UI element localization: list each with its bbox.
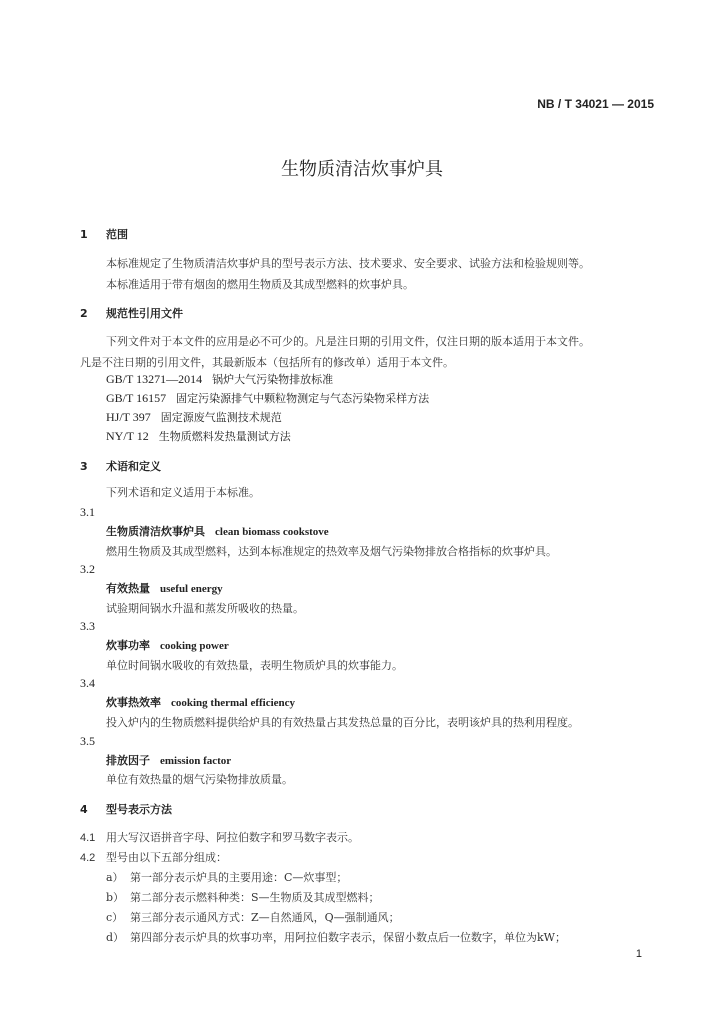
reference-code: GB/T 16157 [106,391,167,405]
term-zh: 生物质清洁炊事炉具 [106,525,205,538]
clause [80,849,227,865]
term-heading [106,694,295,710]
term-heading [106,580,223,596]
list-label: a） [106,871,124,884]
clause [80,829,359,845]
reference-title: 锅炉大气污染物排放标准 [212,373,334,386]
clause-text: 型号由以下五部分组成： [106,851,227,864]
normative-reference [106,371,333,387]
section-title: 型号表示方法 [106,803,172,816]
clause-text: 用大写汉语拼音字母、阿拉伯数字和罗马数字表示。 [106,831,359,844]
clause-number: 3.2 [80,562,95,576]
paragraph: 本标准适用于带有烟囱的燃用生物质及其成型燃料的炊事炉具。 [106,278,414,291]
list-label: d） [106,931,125,944]
term-definition: 单位有效热量的烟气污染物排放质量。 [106,773,293,786]
term-definition: 单位时间锅水吸收的有效热量，表明生物质炉具的炊事能力。 [106,659,403,672]
normative-reference [106,390,429,406]
section-title: 术语和定义 [106,460,161,473]
reference-title: 固定污染源排气中颗粒物测定与气态污染物采样方法 [176,392,430,405]
clause-number: 3.3 [80,619,95,633]
clause-number: 4.2 [80,852,96,864]
document-title: 生物质清洁炊事炉具 [281,159,443,180]
section-4-heading [80,801,172,817]
list-text: 第二部分表示燃料种类：S—生物质及其成型燃料； [130,891,380,904]
list-label: b） [106,891,125,904]
term-definition: 燃用生物质及其成型燃料，达到本标准规定的热效率及烟气污染物排放合格指标的炊事炉具。 [106,545,557,558]
paragraph: 本标准规定了生物质清洁炊事炉具的型号表示方法、技术要求、安全要求、试验方法和检验规则等。 [106,257,590,270]
list-text: 第一部分表示炉具的主要用途：C—炊事型； [130,871,348,884]
list-item [106,889,380,905]
section-3-heading [80,458,161,474]
term-en: cooking thermal efficiency [171,697,296,709]
clause-number: 3.1 [80,505,95,519]
clause-number: 3.5 [80,734,95,748]
list-item [106,909,400,925]
paragraph: 下列文件对于本文件的应用是必不可少的。凡是注日期的引用文件，仅注日期的版本适用于本文件。 [106,335,590,348]
reference-code: NY/T 12 [106,429,149,443]
term-heading [106,523,329,539]
term-heading [106,752,231,768]
reference-code: GB/T 13271—2014 [106,372,203,386]
term-zh: 炊事功率 [106,639,150,652]
term-en: clean biomass cookstove [215,526,329,538]
list-text: 第三部分表示通风方式：Z—自然通风，Q—强制通风； [130,911,400,924]
term-en: emission factor [160,755,232,767]
page-number: 1 [635,948,642,960]
reference-code: HJ/T 397 [106,410,151,424]
term-en: useful energy [160,583,223,595]
term-heading [106,637,229,653]
term-definition: 投入炉内的生物质燃料提供给炉具的有效热量占其发热总量的百分比，表明该炉具的热利用程度。 [106,716,579,729]
paragraph: 凡是不注日期的引用文件，其最新版本（包括所有的修改单）适用于本文件。 [80,356,454,369]
section-title: 规范性引用文件 [106,307,183,320]
list-label: c） [106,911,124,924]
reference-title: 生物质燃料发热量测试方法 [158,430,291,443]
standard-number: NB / T 34021 — 2015 [537,97,654,111]
clause-number: 3.4 [80,676,95,690]
paragraph: 下列术语和定义适用于本标准。 [106,486,260,499]
section-2-heading [80,305,183,321]
clause-number: 4.1 [80,832,96,844]
list-item [106,929,566,945]
section-number: 4 [80,803,88,816]
section-number: 2 [80,307,88,320]
term-en: cooking power [160,640,229,652]
list-text: 第四部分表示炉具的炊事功率，用阿拉伯数字表示，保留小数点后一位数字，单位为kW； [130,931,566,944]
normative-reference [106,409,282,425]
section-number: 3 [80,460,88,473]
normative-reference [106,428,291,444]
list-item [106,869,347,885]
reference-title: 固定源废气监测技术规范 [160,411,282,424]
section-number: 1 [80,228,88,241]
term-zh: 炊事热效率 [106,696,161,709]
section-title: 范围 [106,228,128,241]
section-1-heading [80,226,128,242]
term-zh: 有效热量 [106,582,150,595]
term-zh: 排放因子 [106,754,150,767]
term-definition: 试验期间锅水升温和蒸发所吸收的热量。 [106,602,304,615]
